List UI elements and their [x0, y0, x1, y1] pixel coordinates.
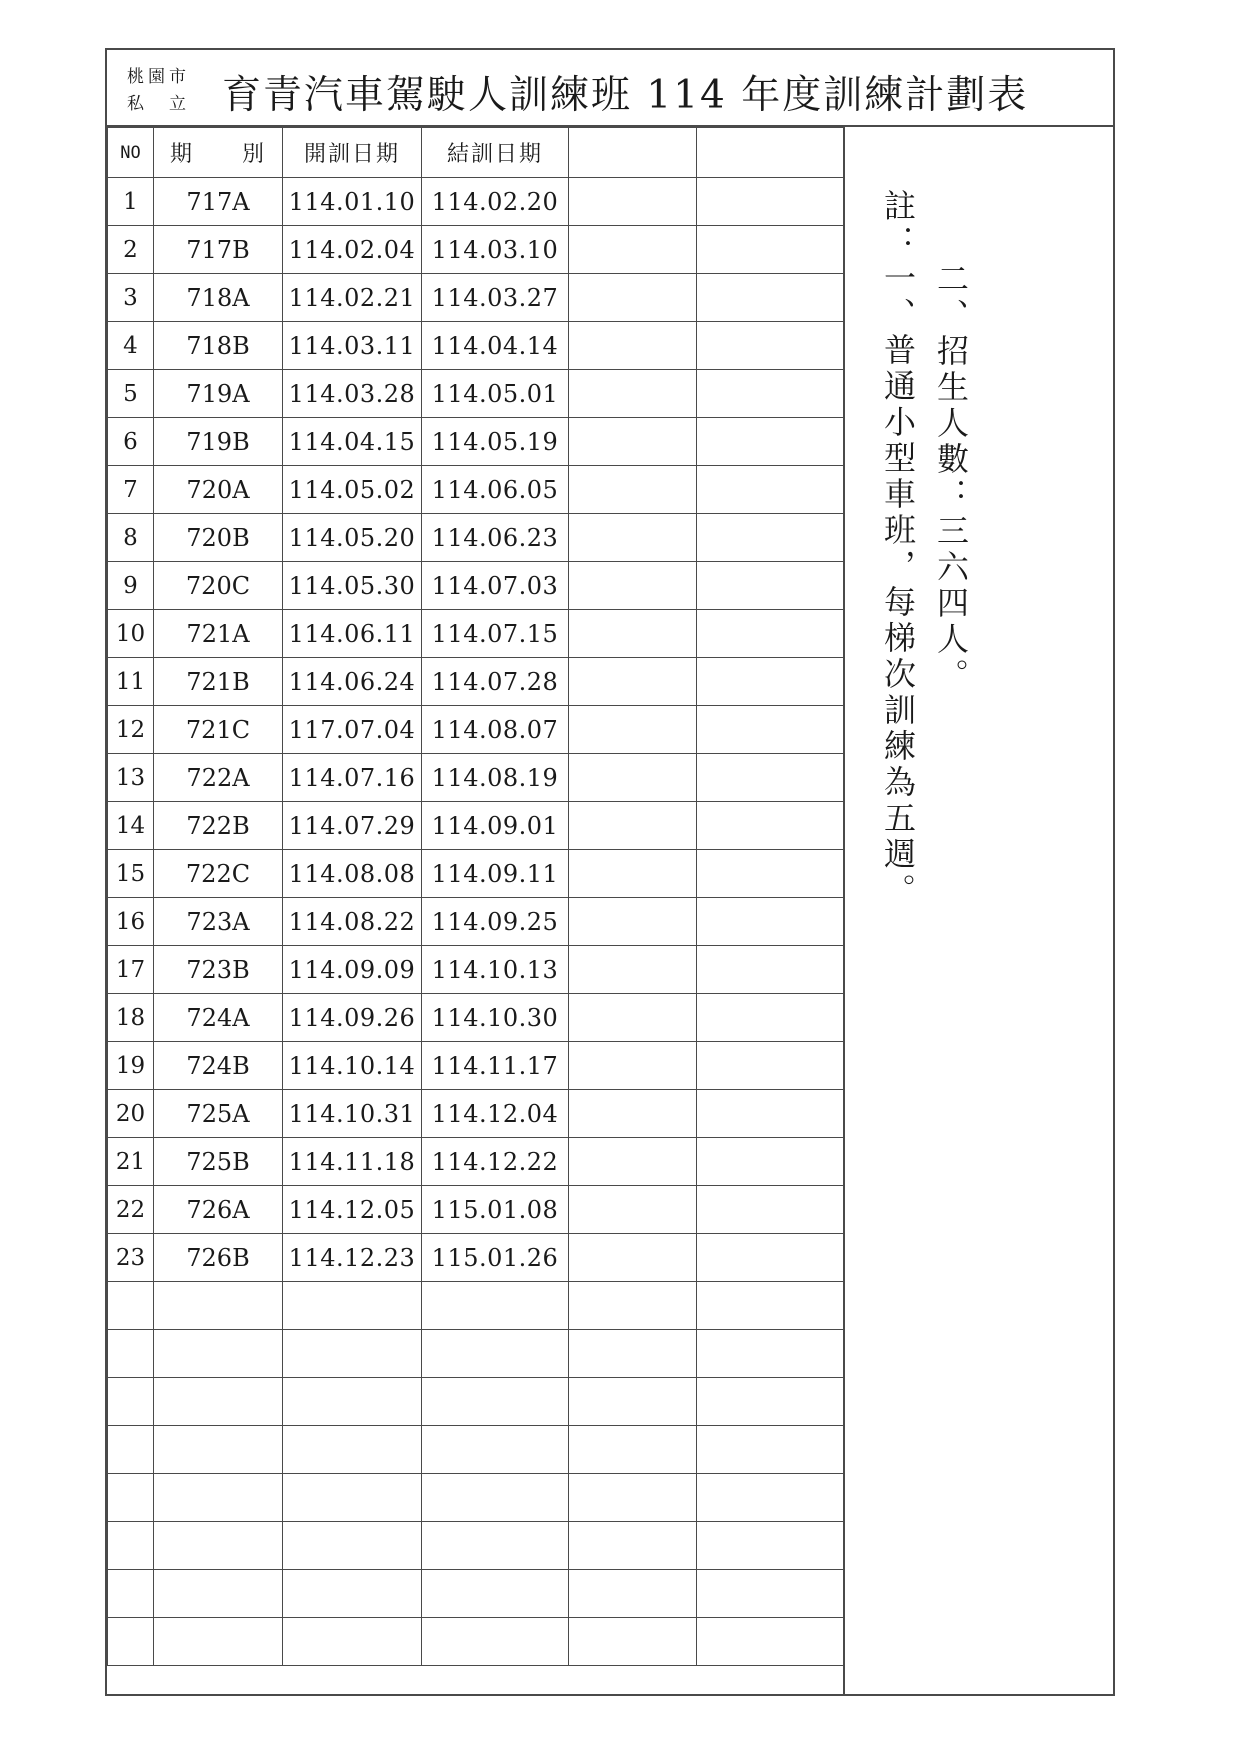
row-number: 20	[108, 1090, 154, 1138]
end-date: 114.12.22	[422, 1138, 569, 1186]
blank-cell	[569, 994, 697, 1042]
table-row	[108, 370, 844, 418]
end-date: 114.06.05	[422, 466, 569, 514]
blank-cell	[697, 1426, 844, 1474]
term-code: 717B	[154, 226, 283, 274]
end-date: 114.03.10	[422, 226, 569, 274]
start-date	[283, 1330, 422, 1378]
start-date: 114.10.31	[283, 1090, 422, 1138]
start-date: 114.07.29	[283, 802, 422, 850]
end-date: 114.10.13	[422, 946, 569, 994]
term-code: 720B	[154, 514, 283, 562]
blank-cell	[697, 850, 844, 898]
start-date	[283, 1474, 422, 1522]
term-code: 721B	[154, 658, 283, 706]
blank-cell	[569, 1282, 697, 1330]
start-date: 114.11.18	[283, 1138, 422, 1186]
row-number	[108, 1522, 154, 1570]
row-number: 4	[108, 322, 154, 370]
table-row	[108, 1378, 844, 1426]
table-row	[108, 1618, 844, 1666]
table-body	[108, 178, 844, 1666]
row-number: 12	[108, 706, 154, 754]
term-code: 720C	[154, 562, 283, 610]
blank-cell	[569, 610, 697, 658]
table-row	[108, 1330, 844, 1378]
start-date	[283, 1570, 422, 1618]
org-line-2: 私 立	[127, 94, 190, 114]
table-row	[108, 466, 844, 514]
blank-cell	[697, 1474, 844, 1522]
row-number	[108, 1426, 154, 1474]
blank-cell	[569, 898, 697, 946]
table-row	[108, 226, 844, 274]
column-header-end-date: 結訓日期	[422, 128, 569, 178]
blank-cell	[569, 850, 697, 898]
end-date: 114.09.11	[422, 850, 569, 898]
notes-panel	[843, 127, 1113, 1694]
term-code: 725B	[154, 1138, 283, 1186]
blank-cell	[697, 322, 844, 370]
blank-cell	[569, 1186, 697, 1234]
table-row	[108, 802, 844, 850]
term-code: 726A	[154, 1186, 283, 1234]
term-code	[154, 1474, 283, 1522]
blank-cell	[569, 370, 697, 418]
row-number: 23	[108, 1234, 154, 1282]
term-code: 724B	[154, 1042, 283, 1090]
table-row	[108, 754, 844, 802]
term-code	[154, 1426, 283, 1474]
table-row	[108, 850, 844, 898]
row-number: 22	[108, 1186, 154, 1234]
blank-cell	[569, 514, 697, 562]
term-code: 719A	[154, 370, 283, 418]
term-code	[154, 1522, 283, 1570]
table-row	[108, 274, 844, 322]
blank-cell	[569, 658, 697, 706]
start-date: 114.02.21	[283, 274, 422, 322]
term-code	[154, 1378, 283, 1426]
term-code: 721C	[154, 706, 283, 754]
blank-cell	[569, 1378, 697, 1426]
blank-cell	[697, 946, 844, 994]
blank-cell	[569, 274, 697, 322]
end-date	[422, 1474, 569, 1522]
note-line-1: 註：一、普通小型車班，每梯次訓練為五週。	[879, 189, 917, 909]
start-date: 114.05.02	[283, 466, 422, 514]
table-row	[108, 1426, 844, 1474]
start-date: 114.10.14	[283, 1042, 422, 1090]
training-schedule-table	[107, 127, 844, 1666]
blank-cell	[569, 1330, 697, 1378]
end-date: 115.01.08	[422, 1186, 569, 1234]
row-number	[108, 1570, 154, 1618]
term-code: 725A	[154, 1090, 283, 1138]
end-date: 114.12.04	[422, 1090, 569, 1138]
blank-cell	[697, 1138, 844, 1186]
term-code: 723B	[154, 946, 283, 994]
start-date: 114.12.23	[283, 1234, 422, 1282]
blank-cell	[569, 562, 697, 610]
blank-cell	[697, 1522, 844, 1570]
row-number: 1	[108, 178, 154, 226]
table-row	[108, 1138, 844, 1186]
blank-cell	[697, 1090, 844, 1138]
end-date: 114.11.17	[422, 1042, 569, 1090]
table-row	[108, 946, 844, 994]
start-date: 114.01.10	[283, 178, 422, 226]
blank-cell	[697, 514, 844, 562]
start-date	[283, 1522, 422, 1570]
end-date: 114.03.27	[422, 274, 569, 322]
start-date	[283, 1378, 422, 1426]
training-plan-sheet	[105, 48, 1115, 1696]
blank-cell	[697, 466, 844, 514]
blank-cell	[569, 1618, 697, 1666]
blank-cell	[697, 1330, 844, 1378]
row-number	[108, 1282, 154, 1330]
blank-cell	[697, 754, 844, 802]
term-code: 722A	[154, 754, 283, 802]
blank-cell	[697, 418, 844, 466]
table-row	[108, 610, 844, 658]
start-date: 114.03.28	[283, 370, 422, 418]
row-number: 5	[108, 370, 154, 418]
end-date: 114.05.19	[422, 418, 569, 466]
start-date: 114.06.24	[283, 658, 422, 706]
row-number: 17	[108, 946, 154, 994]
start-date	[283, 1282, 422, 1330]
table-row	[108, 898, 844, 946]
end-date: 114.08.07	[422, 706, 569, 754]
term-code: 720A	[154, 466, 283, 514]
end-date: 114.09.25	[422, 898, 569, 946]
row-number: 3	[108, 274, 154, 322]
term-code: 718A	[154, 274, 283, 322]
blank-cell	[697, 1282, 844, 1330]
table-row	[108, 1186, 844, 1234]
term-code: 719B	[154, 418, 283, 466]
row-number: 18	[108, 994, 154, 1042]
end-date	[422, 1282, 569, 1330]
blank-cell	[569, 802, 697, 850]
document-header	[107, 50, 1113, 127]
row-number: 2	[108, 226, 154, 274]
end-date: 114.08.19	[422, 754, 569, 802]
blank-cell	[569, 466, 697, 514]
column-header-no: NO	[108, 128, 154, 178]
end-date	[422, 1570, 569, 1618]
row-number	[108, 1330, 154, 1378]
start-date: 114.04.15	[283, 418, 422, 466]
table-row	[108, 1570, 844, 1618]
blank-cell	[697, 610, 844, 658]
term-code: 718B	[154, 322, 283, 370]
column-header-start-date: 開訓日期	[283, 128, 422, 178]
start-date: 114.05.20	[283, 514, 422, 562]
blank-cell	[569, 1522, 697, 1570]
end-date	[422, 1378, 569, 1426]
blank-cell	[697, 1378, 844, 1426]
table-header-row	[108, 128, 844, 178]
end-date: 114.07.03	[422, 562, 569, 610]
blank-cell	[697, 1570, 844, 1618]
table-row	[108, 1090, 844, 1138]
row-number	[108, 1378, 154, 1426]
start-date	[283, 1618, 422, 1666]
blank-cell	[569, 754, 697, 802]
row-number: 15	[108, 850, 154, 898]
blank-cell	[697, 898, 844, 946]
document-title: 育青汽車駕駛人訓練班 114 年度訓練計劃表	[222, 73, 1029, 118]
blank-cell	[569, 1138, 697, 1186]
table-row	[108, 1282, 844, 1330]
row-number: 19	[108, 1042, 154, 1090]
start-date	[283, 1426, 422, 1474]
term-code	[154, 1282, 283, 1330]
table-row	[108, 658, 844, 706]
row-number: 11	[108, 658, 154, 706]
term-code: 717A	[154, 178, 283, 226]
start-date: 114.09.09	[283, 946, 422, 994]
end-date	[422, 1618, 569, 1666]
organization-label	[127, 64, 190, 118]
start-date: 114.06.11	[283, 610, 422, 658]
column-header-blank-2	[697, 128, 844, 178]
blank-cell	[569, 706, 697, 754]
term-code	[154, 1330, 283, 1378]
table-row	[108, 1234, 844, 1282]
table-row	[108, 418, 844, 466]
blank-cell	[697, 706, 844, 754]
row-number: 16	[108, 898, 154, 946]
row-number: 9	[108, 562, 154, 610]
row-number: 6	[108, 418, 154, 466]
end-date: 114.06.23	[422, 514, 569, 562]
term-code: 726B	[154, 1234, 283, 1282]
end-date: 114.02.20	[422, 178, 569, 226]
blank-cell	[569, 1426, 697, 1474]
blank-cell	[697, 1042, 844, 1090]
blank-cell	[569, 322, 697, 370]
blank-cell	[697, 370, 844, 418]
start-date: 114.05.30	[283, 562, 422, 610]
row-number: 13	[108, 754, 154, 802]
row-number: 21	[108, 1138, 154, 1186]
table-row	[108, 706, 844, 754]
end-date: 114.04.14	[422, 322, 569, 370]
end-date: 114.10.30	[422, 994, 569, 1042]
term-code: 722B	[154, 802, 283, 850]
blank-cell	[569, 946, 697, 994]
table-row	[108, 178, 844, 226]
row-number: 7	[108, 466, 154, 514]
end-date	[422, 1330, 569, 1378]
blank-cell	[697, 802, 844, 850]
end-date: 114.07.28	[422, 658, 569, 706]
end-date: 115.01.26	[422, 1234, 569, 1282]
table-row	[108, 562, 844, 610]
blank-cell	[569, 226, 697, 274]
blank-cell	[697, 1186, 844, 1234]
end-date	[422, 1426, 569, 1474]
start-date: 114.12.05	[283, 1186, 422, 1234]
table-row	[108, 514, 844, 562]
row-number: 8	[108, 514, 154, 562]
start-date: 114.03.11	[283, 322, 422, 370]
end-date: 114.09.01	[422, 802, 569, 850]
term-code: 724A	[154, 994, 283, 1042]
start-date: 114.08.08	[283, 850, 422, 898]
blank-cell	[697, 658, 844, 706]
row-number	[108, 1474, 154, 1522]
end-date	[422, 1522, 569, 1570]
end-date: 114.07.15	[422, 610, 569, 658]
column-header-term: 期 別	[154, 128, 283, 178]
blank-cell	[569, 1090, 697, 1138]
blank-cell	[697, 562, 844, 610]
blank-cell	[569, 1042, 697, 1090]
blank-cell	[569, 178, 697, 226]
blank-cell	[697, 1618, 844, 1666]
start-date: 114.08.22	[283, 898, 422, 946]
term-code: 722C	[154, 850, 283, 898]
column-header-blank-1	[569, 128, 697, 178]
blank-cell	[697, 994, 844, 1042]
blank-cell	[569, 1234, 697, 1282]
table-row	[108, 1522, 844, 1570]
table-row	[108, 322, 844, 370]
blank-cell	[697, 178, 844, 226]
end-date: 114.05.01	[422, 370, 569, 418]
row-number: 10	[108, 610, 154, 658]
org-line-1: 桃園市	[127, 67, 190, 87]
row-number: 14	[108, 802, 154, 850]
term-code	[154, 1618, 283, 1666]
term-code	[154, 1570, 283, 1618]
start-date: 117.07.04	[283, 706, 422, 754]
blank-cell	[569, 1474, 697, 1522]
start-date: 114.02.04	[283, 226, 422, 274]
table-row	[108, 1042, 844, 1090]
start-date: 114.09.26	[283, 994, 422, 1042]
blank-cell	[697, 274, 844, 322]
blank-cell	[569, 418, 697, 466]
blank-cell	[569, 1570, 697, 1618]
blank-cell	[697, 1234, 844, 1282]
note-line-2: 二、招生人數：三六四人。	[932, 262, 970, 694]
table-row	[108, 994, 844, 1042]
term-code: 721A	[154, 610, 283, 658]
start-date: 114.07.16	[283, 754, 422, 802]
blank-cell	[697, 226, 844, 274]
row-number	[108, 1618, 154, 1666]
table-row	[108, 1474, 844, 1522]
term-code: 723A	[154, 898, 283, 946]
